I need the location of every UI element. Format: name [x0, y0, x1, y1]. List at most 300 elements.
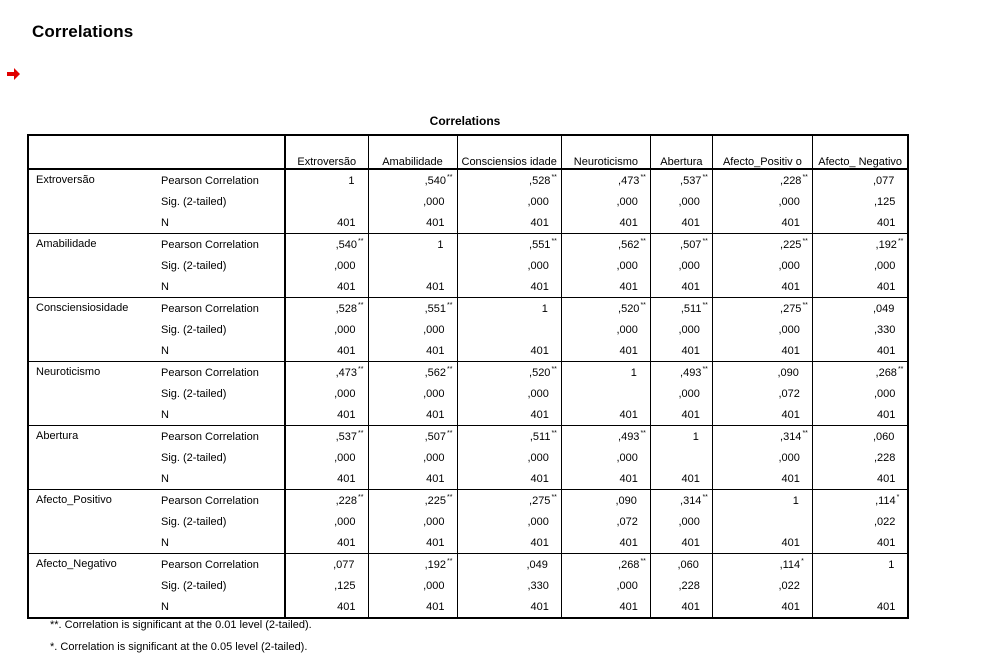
table-row: [28, 490, 908, 512]
cell-value: 401: [457, 468, 561, 490]
cell-value: [812, 169, 908, 191]
cell-value: 401: [812, 276, 908, 298]
header-corner: [28, 135, 285, 169]
variable-label: Afecto_Negativo: [28, 554, 155, 619]
cell-value: [812, 362, 908, 384]
correlation-value: ,275: [529, 494, 551, 507]
cell-value: [285, 362, 368, 384]
cell-value: 401: [285, 468, 368, 490]
significance-marker: **: [551, 237, 557, 245]
arrow-icon[interactable]: [7, 68, 21, 80]
column-header-label: Neuroticismo: [573, 156, 638, 168]
cell-value: 401: [712, 596, 812, 618]
cell-value: [285, 169, 368, 191]
cell-value: 401: [368, 404, 457, 426]
cell-value: 401: [368, 596, 457, 618]
cell-value: [712, 426, 812, 448]
statistic-label: Pearson Correlation: [161, 174, 259, 187]
table-row: [28, 276, 908, 298]
column-header-label: Extroversão: [297, 156, 357, 168]
significance-marker: **: [897, 237, 904, 245]
cell-value: [457, 362, 561, 384]
cell-value: 401: [812, 212, 908, 234]
cell-value: 401: [812, 404, 908, 426]
variable-label: Amabilidade: [28, 234, 155, 298]
cell-value: ,022: [812, 511, 908, 532]
cell-value: 401: [650, 212, 712, 234]
correlation-value: ,537: [680, 174, 702, 187]
cell-value: 401: [285, 532, 368, 554]
statistic-label: Sig. (2-tailed): [161, 515, 227, 528]
statistic-label: Pearson Correlation: [161, 366, 259, 379]
cell-value: [285, 490, 368, 512]
table-row: [28, 554, 908, 576]
table-row: [28, 319, 908, 340]
correlation-value: ,225: [424, 494, 447, 507]
table-row: [28, 255, 908, 276]
variable-label: Abertura: [28, 426, 155, 490]
cell-value: [712, 362, 812, 384]
statistic-label: Sig. (2-tailed): [161, 195, 227, 208]
correlation-value: ,314: [780, 430, 802, 443]
cell-value: ,072: [561, 511, 650, 532]
correlation-value: ,520: [529, 366, 551, 379]
correlation-value: ,268: [875, 366, 897, 379]
correlation-value: ,114: [779, 558, 801, 571]
cell-value: [561, 169, 650, 191]
significance-marker: **: [802, 429, 808, 437]
table-row: [28, 234, 908, 256]
cell-value: [285, 234, 368, 256]
cell-value: [457, 426, 561, 448]
cell-value: ,000: [457, 255, 561, 276]
correlation-value: ,225: [780, 238, 802, 251]
cell-value: ,022: [712, 575, 812, 596]
cell-value: ,000: [650, 255, 712, 276]
correlation-value: ,090: [777, 366, 799, 379]
cell-value: ,072: [712, 383, 812, 404]
significance-marker: **: [551, 429, 557, 437]
correlation-value: ,114: [875, 494, 896, 507]
cell-value: ,000: [561, 319, 650, 340]
significance-marker: **: [897, 365, 904, 373]
significance-marker: **: [551, 365, 557, 373]
cell-value: [812, 575, 908, 596]
cell-value: [368, 490, 457, 512]
cell-value: ,330: [457, 575, 561, 596]
significance-marker: **: [640, 429, 646, 437]
cell-value: [650, 362, 712, 384]
cell-value: [812, 426, 908, 448]
cell-value: [712, 554, 812, 576]
column-header: [812, 135, 908, 169]
correlation-value: 1: [888, 558, 895, 571]
significance-marker: **: [551, 493, 557, 501]
significance-marker: **: [358, 301, 364, 309]
statistic-label: Pearson Correlation: [161, 238, 259, 251]
cell-value: [650, 426, 712, 448]
cell-value: ,000: [457, 383, 561, 404]
cell-value: [368, 169, 457, 191]
correlation-value: ,473: [335, 366, 358, 379]
variable-label: Consciensiosidade: [28, 298, 155, 362]
cell-value: ,000: [368, 319, 457, 340]
correlation-value: ,562: [424, 366, 447, 379]
cell-value: 401: [650, 276, 712, 298]
cell-value: 401: [812, 340, 908, 362]
footnote-005: *. Correlation is significant at the 0.05 level (2-tailed).: [50, 641, 308, 653]
correlation-value: ,511: [680, 302, 702, 315]
cell-value: [812, 490, 908, 512]
cell-value: 401: [368, 276, 457, 298]
correlation-value: ,228: [335, 494, 358, 507]
cell-value: [368, 298, 457, 320]
cell-value: ,000: [457, 511, 561, 532]
table-row: [28, 362, 908, 384]
column-header: [457, 135, 561, 169]
variable-label: Neuroticismo: [28, 362, 155, 426]
table-row: [28, 191, 908, 212]
correlation-value: ,314: [680, 494, 702, 507]
cell-value: ,000: [368, 575, 457, 596]
column-header: [368, 135, 457, 169]
cell-value: [812, 554, 908, 576]
cell-value: 401: [368, 468, 457, 490]
cell-value: ,000: [712, 255, 812, 276]
cell-value: ,000: [285, 511, 368, 532]
correlation-value: ,520: [618, 302, 640, 315]
cell-value: 401: [457, 340, 561, 362]
significance-marker: **: [640, 237, 646, 245]
cell-value: 401: [561, 340, 650, 362]
variable-label: Afecto_Positivo: [28, 490, 155, 554]
statistic-label: N: [155, 404, 285, 426]
cell-value: [650, 490, 712, 512]
cell-value: [368, 554, 457, 576]
cell-value: [457, 298, 561, 320]
table-row: [28, 575, 908, 596]
cell-value: ,000: [457, 191, 561, 212]
cell-value: ,000: [368, 447, 457, 468]
correlation-value: ,275: [780, 302, 802, 315]
column-header-label: Abertura: [660, 156, 703, 168]
column-header-label: Afecto_ Negativo: [818, 156, 903, 168]
correlation-value: ,192: [875, 238, 897, 251]
cell-value: 401: [812, 468, 908, 490]
cell-value: ,000: [650, 191, 712, 212]
significance-marker: **: [702, 365, 708, 373]
correlations-table: [27, 134, 909, 619]
cell-value: ,000: [712, 447, 812, 468]
significance-marker: **: [447, 493, 453, 501]
cell-value: 401: [712, 212, 812, 234]
correlation-value: 1: [541, 302, 548, 315]
cell-value: 401: [712, 276, 812, 298]
cell-value: 401: [650, 340, 712, 362]
correlation-value: 1: [692, 430, 699, 443]
statistic-label: Sig. (2-tailed): [161, 579, 227, 592]
correlation-value: ,551: [529, 238, 551, 251]
correlation-value: ,511: [529, 430, 551, 443]
cell-value: [285, 191, 368, 212]
cell-value: ,000: [561, 447, 650, 468]
statistic-label: N: [155, 276, 285, 298]
significance-marker: *: [801, 557, 804, 565]
statistic-label: Sig. (2-tailed): [161, 259, 227, 272]
cell-value: 401: [285, 276, 368, 298]
significance-marker: **: [358, 493, 364, 501]
cell-value: ,228: [812, 447, 908, 468]
significance-marker: **: [551, 173, 557, 181]
cell-value: 401: [650, 468, 712, 490]
cell-value: [712, 490, 812, 512]
cell-value: [561, 383, 650, 404]
footnote-001: **. Correlation is significant at the 0.01 level (2-tailed).: [50, 619, 312, 631]
correlation-value: ,507: [424, 430, 447, 443]
table-row: [28, 383, 908, 404]
cell-value: ,125: [812, 191, 908, 212]
column-header-label: Consciensios idade: [461, 156, 557, 168]
cell-value: [650, 169, 712, 191]
cell-value: [561, 426, 650, 448]
cell-value: 401: [712, 340, 812, 362]
page-title: Correlations: [32, 22, 134, 41]
significance-marker: **: [358, 237, 364, 245]
correlation-value: ,562: [618, 238, 640, 251]
significance-marker: **: [640, 301, 646, 309]
cell-value: 401: [561, 596, 650, 618]
cell-value: 401: [561, 468, 650, 490]
cell-value: ,000: [561, 575, 650, 596]
correlation-value: ,493: [680, 366, 702, 379]
significance-marker: **: [702, 493, 708, 501]
correlation-value: ,507: [680, 238, 702, 251]
cell-value: 401: [712, 468, 812, 490]
statistic-label: N: [155, 468, 285, 490]
cell-value: 401: [712, 404, 812, 426]
significance-marker: **: [447, 365, 453, 373]
correlation-value: 1: [792, 494, 799, 507]
column-header: [650, 135, 712, 169]
table-row: [28, 340, 908, 362]
cell-value: ,000: [812, 255, 908, 276]
cell-value: ,000: [650, 511, 712, 532]
cell-value: ,000: [368, 191, 457, 212]
correlation-value: ,049: [872, 302, 895, 315]
column-header: [285, 135, 368, 169]
correlation-value: ,192: [424, 558, 447, 571]
cell-value: 401: [285, 596, 368, 618]
cell-value: ,000: [285, 447, 368, 468]
table-row: [28, 212, 908, 234]
cell-value: [712, 298, 812, 320]
cell-value: ,000: [812, 383, 908, 404]
cell-value: 401: [812, 596, 908, 618]
correlation-value: ,268: [618, 558, 640, 571]
cell-value: [812, 298, 908, 320]
cell-value: [457, 169, 561, 191]
significance-marker: **: [802, 301, 808, 309]
correlation-value: ,228: [780, 174, 802, 187]
cell-value: [457, 234, 561, 256]
significance-marker: **: [802, 173, 808, 181]
cell-value: [650, 447, 712, 468]
cell-value: ,000: [285, 319, 368, 340]
significance-marker: **: [802, 237, 808, 245]
correlation-value: 1: [437, 238, 444, 251]
cell-value: ,000: [285, 255, 368, 276]
correlation-value: ,528: [335, 302, 358, 315]
cell-value: ,000: [561, 255, 650, 276]
correlation-value: ,473: [618, 174, 640, 187]
cell-value: [285, 554, 368, 576]
table-row: [28, 426, 908, 448]
cell-value: 401: [285, 340, 368, 362]
statistic-label: Pearson Correlation: [161, 430, 259, 443]
cell-value: ,000: [712, 191, 812, 212]
correlation-value: ,090: [615, 494, 637, 507]
column-header-label: Afecto_Positiv o: [722, 156, 802, 168]
cell-value: [368, 255, 457, 276]
table-row: [28, 532, 908, 554]
cell-value: ,000: [561, 191, 650, 212]
statistic-label: Sig. (2-tailed): [161, 451, 227, 464]
cell-value: ,000: [712, 319, 812, 340]
cell-value: [457, 490, 561, 512]
cell-value: [285, 298, 368, 320]
cell-value: [650, 234, 712, 256]
significance-marker: **: [358, 365, 364, 373]
significance-marker: **: [702, 237, 708, 245]
cell-value: [368, 234, 457, 256]
table-row: [28, 511, 908, 532]
cell-value: [712, 234, 812, 256]
statistic-label: N: [155, 212, 285, 234]
cell-value: 401: [285, 212, 368, 234]
correlation-value: ,540: [335, 238, 358, 251]
cell-value: [457, 319, 561, 340]
correlation-value: ,537: [335, 430, 358, 443]
cell-value: 401: [368, 212, 457, 234]
cell-value: 401: [712, 532, 812, 554]
cell-value: [561, 298, 650, 320]
cell-value: 401: [457, 404, 561, 426]
significance-marker: **: [358, 429, 364, 437]
significance-marker: *: [896, 493, 900, 501]
cell-value: 401: [368, 532, 457, 554]
cell-value: 401: [561, 276, 650, 298]
table-header-row: [28, 135, 908, 169]
cell-value: [812, 234, 908, 256]
cell-value: 401: [561, 404, 650, 426]
correlation-value: ,551: [424, 302, 447, 315]
statistic-label: N: [155, 532, 285, 554]
cell-value: ,000: [285, 383, 368, 404]
column-header: [712, 135, 812, 169]
significance-marker: **: [447, 301, 453, 309]
significance-marker: **: [447, 173, 453, 181]
correlation-value: ,060: [677, 558, 699, 571]
cell-value: ,000: [368, 511, 457, 532]
significance-marker: **: [640, 173, 646, 181]
cell-value: ,000: [650, 383, 712, 404]
cell-value: 401: [650, 596, 712, 618]
cell-value: 401: [285, 404, 368, 426]
cell-value: 401: [650, 404, 712, 426]
statistic-label: Pearson Correlation: [161, 558, 259, 571]
statistic-label: Sig. (2-tailed): [161, 323, 227, 336]
table-row: [28, 298, 908, 320]
cell-value: [650, 298, 712, 320]
cell-value: [561, 490, 650, 512]
correlation-value: ,049: [526, 558, 548, 571]
cell-value: [368, 362, 457, 384]
cell-value: [561, 234, 650, 256]
column-header: [561, 135, 650, 169]
cell-value: [368, 426, 457, 448]
correlation-value: ,077: [872, 174, 895, 187]
cell-value: ,000: [650, 319, 712, 340]
significance-marker: **: [447, 429, 453, 437]
variable-label: Extroversão: [28, 169, 155, 234]
statistic-label: Pearson Correlation: [161, 494, 259, 507]
cell-value: 401: [457, 532, 561, 554]
correlation-value: ,060: [872, 430, 895, 443]
column-header-label: Amabilidade: [382, 156, 443, 168]
cell-value: 401: [457, 276, 561, 298]
cell-value: [712, 169, 812, 191]
significance-marker: **: [702, 173, 708, 181]
cell-value: [712, 511, 812, 532]
significance-marker: **: [447, 557, 453, 565]
cell-value: 401: [457, 212, 561, 234]
correlation-value: ,540: [424, 174, 447, 187]
cell-value: [561, 362, 650, 384]
table-title: Correlations: [429, 114, 501, 128]
cell-value: 401: [368, 340, 457, 362]
cell-value: 401: [457, 596, 561, 618]
cell-value: [561, 554, 650, 576]
cell-value: 401: [650, 532, 712, 554]
cell-value: ,000: [457, 447, 561, 468]
table-row: [28, 404, 908, 426]
correlation-value: ,528: [529, 174, 551, 187]
correlation-value: ,077: [333, 558, 355, 571]
cell-value: 401: [561, 212, 650, 234]
table-row: [28, 169, 908, 191]
cell-value: [285, 426, 368, 448]
significance-marker: **: [702, 301, 708, 309]
cell-value: ,228: [650, 575, 712, 596]
cell-value: ,000: [368, 383, 457, 404]
cell-value: ,125: [285, 575, 368, 596]
correlation-value: ,493: [618, 430, 640, 443]
statistic-label: Pearson Correlation: [161, 302, 259, 315]
significance-marker: **: [640, 557, 646, 565]
cell-value: ,330: [812, 319, 908, 340]
statistic-label: Sig. (2-tailed): [161, 387, 227, 400]
cell-value: 401: [812, 532, 908, 554]
cell-value: [457, 554, 561, 576]
statistic-label: N: [155, 340, 285, 362]
table-row: [28, 447, 908, 468]
statistic-label: N: [155, 596, 285, 618]
correlation-value: 1: [348, 174, 355, 187]
correlation-value: 1: [630, 366, 637, 379]
table-row: [28, 468, 908, 490]
table-row: [28, 596, 908, 618]
cell-value: 401: [561, 532, 650, 554]
